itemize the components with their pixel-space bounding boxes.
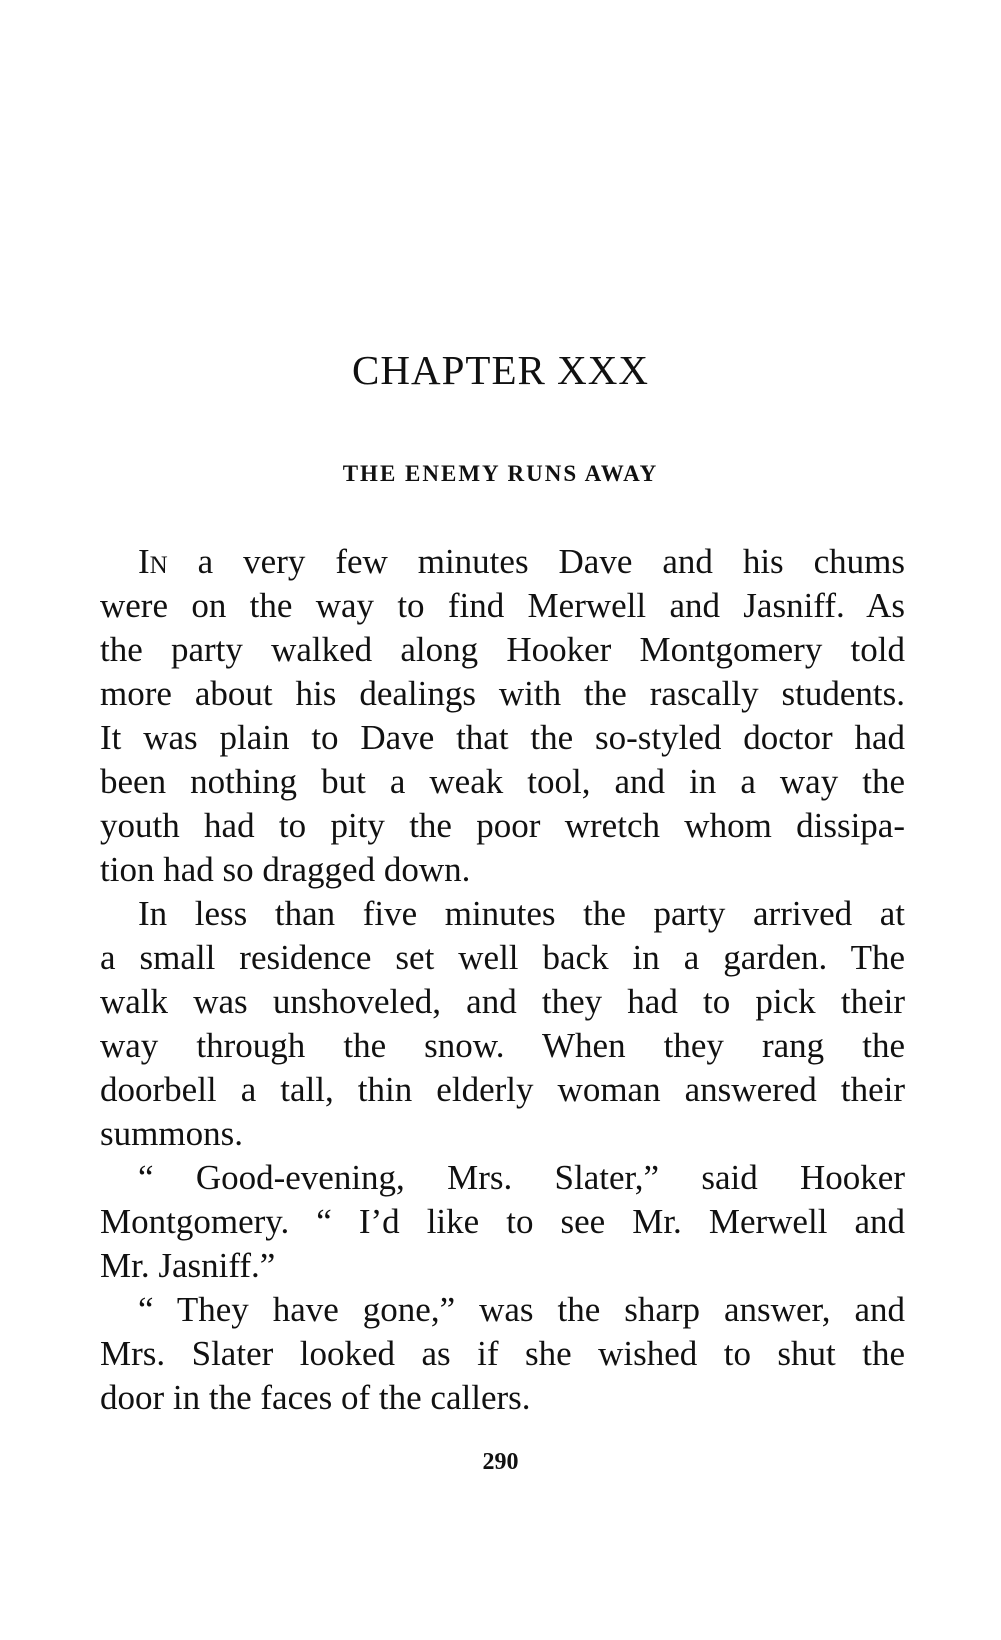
text-line: In less than five minutes the party arrived at <box>138 894 905 933</box>
text-line: “ They have gone,” was the sharp answer, and <box>138 1290 905 1329</box>
text-line: more about his dealings with the rascally students. <box>100 674 905 713</box>
chapter-heading: CHAPTER XXX <box>352 347 649 393</box>
text-line: a small residence set well back in a garden. The <box>100 938 905 977</box>
text-line: Montgomery. “ I’d like to see Mr. Merwell and <box>100 1202 905 1241</box>
text-line: tion had so dragged down. <box>100 850 471 889</box>
text-line <box>100 540 905 584</box>
page-number: 290 <box>482 1449 519 1475</box>
text-line: “ Good-evening, Mrs. Slater,” said Hooker <box>138 1158 905 1197</box>
text-line-rest: a very few minutes Dave and his chums <box>167 542 905 581</box>
paragraph <box>100 1156 905 1288</box>
paragraph <box>100 892 905 1156</box>
text-line: summons. <box>100 1114 243 1153</box>
paragraph <box>100 540 905 892</box>
text-line: door in the faces of the callers. <box>100 1378 531 1417</box>
chapter-subtitle: THE ENEMY RUNS AWAY <box>342 461 659 486</box>
body-text <box>100 540 905 1420</box>
drop-word: In <box>138 542 168 581</box>
text-line: the party walked along Hooker Montgomery told <box>100 630 905 669</box>
text-line: were on the way to find Merwell and Jasniff. As <box>100 586 905 625</box>
text-line: walk was unshoveled, and they had to pick their <box>100 982 905 1021</box>
text-line: Mr. Jasniff.” <box>100 1246 276 1285</box>
text-line: doorbell a tall, thin elderly woman answered their <box>100 1070 905 1109</box>
text-line: youth had to pity the poor wretch whom dissipa- <box>100 806 905 845</box>
text-line: It was plain to Dave that the so-styled doctor had <box>100 718 905 757</box>
text-line: been nothing but a weak tool, and in a way the <box>100 762 905 801</box>
text-line: Mrs. Slater looked as if she wished to shut the <box>100 1334 905 1373</box>
paragraph <box>100 1288 905 1420</box>
text-line: way through the snow. When they rang the <box>100 1026 905 1065</box>
